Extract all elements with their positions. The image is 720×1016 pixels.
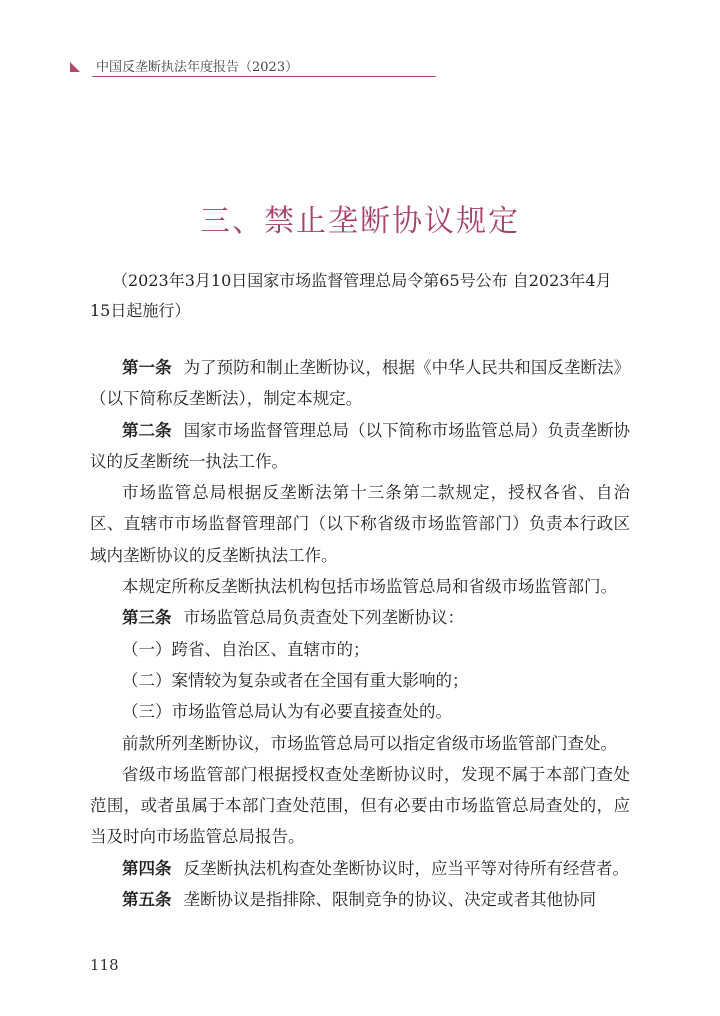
paragraph [90, 728, 630, 759]
article-number: 第三条 [122, 608, 172, 628]
article-number: 第一条 [122, 358, 172, 377]
header-corner-mark [70, 62, 80, 72]
header-title: 中国反垄断执法年度报告（2023） [96, 60, 299, 75]
paragraph-text: 市场监管总局负责查处下列垄断协议： [183, 608, 464, 628]
article-number: 第二条 [122, 420, 172, 440]
paragraph [90, 352, 630, 415]
paragraph [90, 696, 630, 727]
paragraph-text: 市场监管总局根据反垄断法第十三条第二款规定，授权各省、自治区、直辖市市场监督管理部门（以下称省级市场监管部门）负责本行政区域内垄断协议的反垄断执法工作。 [90, 483, 630, 565]
paragraph-text: 本规定所称反垄断执法机构包括市场监管总局和省级市场监管部门。 [122, 577, 617, 597]
paragraph-text: 国家市场监督管理总局（以下简称市场监管总局）负责垄断协议的反垄断统一执法工作。 [90, 420, 631, 471]
paragraph [90, 602, 630, 633]
paragraph [90, 884, 630, 915]
paragraph-text: 反垄断执法机构查处垄断协议时，应当平等对待所有经营者。 [183, 858, 629, 878]
paragraph-text: 省级市场监管部门根据授权查处垄断协议时，发现不属于本部门查处范围，或者虽属于本部门查处范围，但有必要由市场监管总局查处的，应当及时向市场监管总局报告。 [90, 764, 630, 847]
article-number: 第五条 [122, 890, 172, 910]
paragraph [90, 571, 630, 602]
paragraph [90, 634, 630, 665]
running-header [70, 56, 436, 78]
section-title: 三、禁止垄断协议规定 [200, 204, 520, 239]
paragraph-text: 垄断协议是指排除、限制竞争的协议、决定或者其他协同 [183, 890, 596, 910]
page-number: 118 [90, 956, 119, 974]
paragraph-text: 为了预防和制止垄断协议，根据《中华人民共和国反垄断法》（以下简称反垄断法），制定本规定。 [90, 358, 631, 409]
paragraph [90, 665, 630, 696]
paragraph-text: （二）案情较为复杂或者在全国有重大影响的； [122, 670, 469, 690]
promulgation-note: （2023年3月10日国家市场监督管理总局令第65号公布 自2023年4月15日起施行） [90, 271, 612, 320]
paragraph-text: （三）市场监管总局认为有必要直接查处的。 [122, 702, 452, 722]
header-rule [92, 76, 436, 77]
paragraph [90, 415, 630, 478]
paragraph-text: （一）跨省、自治区、直辖市的； [122, 639, 370, 659]
paragraph-text: 前款所列垄断协议，市场监管总局可以指定省级市场监管部门查处。 [122, 733, 617, 753]
paragraph [90, 853, 630, 884]
article-number: 第四条 [122, 858, 172, 878]
regulation-body [90, 352, 630, 915]
paragraph [90, 477, 630, 571]
paragraph [90, 759, 630, 853]
